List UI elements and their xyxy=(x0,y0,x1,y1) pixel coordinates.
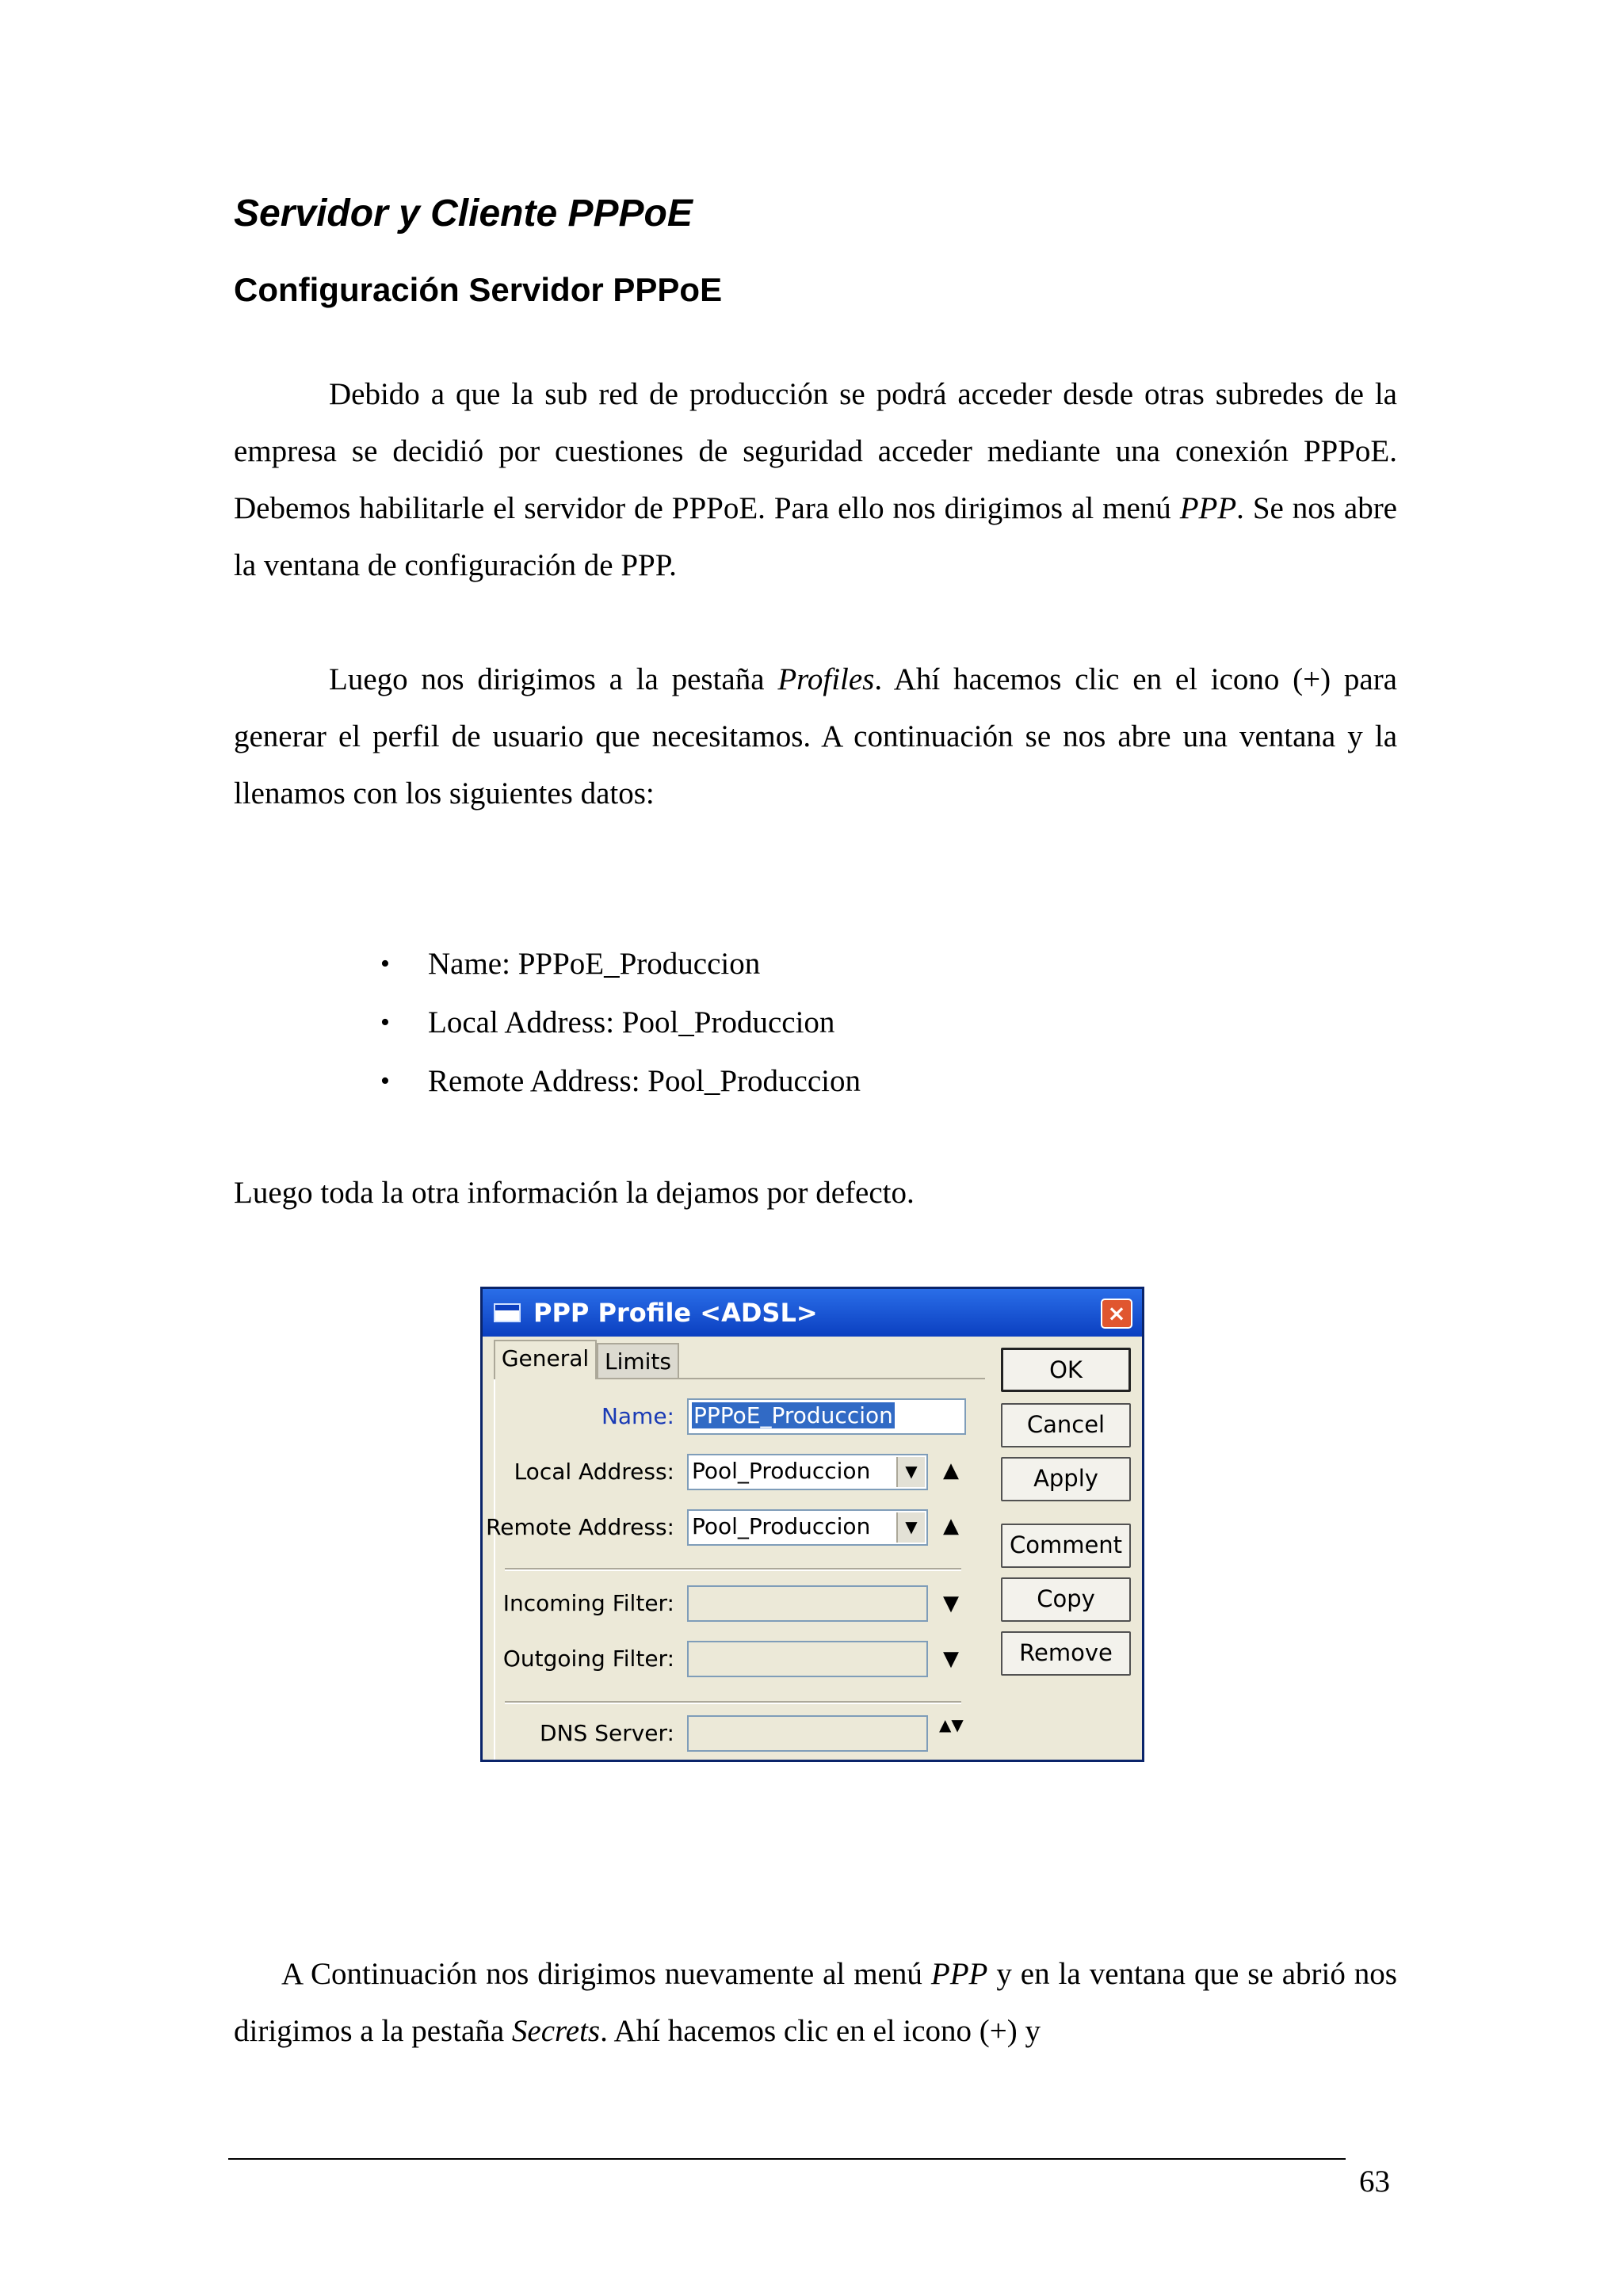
bullet-icon: • xyxy=(380,1066,390,1096)
paragraph-secrets-text-1: A Continuación nos dirigimos nuevamente al menú xyxy=(281,1957,931,1991)
bullet-item xyxy=(380,994,861,1052)
paragraph-intro-text-2: . Se nos abre la ventana de configuración de PPP. xyxy=(234,491,1397,582)
chevron-down-icon[interactable]: ▼ xyxy=(896,1457,925,1487)
add-field-down-arrow-icon[interactable]: ▼ xyxy=(943,1592,959,1615)
add-field-down-arrow-icon[interactable]: ▼ xyxy=(943,1647,959,1671)
local-address-value: Pool_Produccion xyxy=(692,1458,871,1484)
dialog-titlebar[interactable] xyxy=(483,1289,1142,1337)
separator xyxy=(505,1701,961,1704)
copy-button[interactable]: Copy xyxy=(1001,1577,1131,1622)
remote-address-value: Pool_Produccion xyxy=(692,1513,871,1539)
paragraph-secrets-italic-ppp: PPP xyxy=(930,1957,988,1991)
tab-general[interactable]: General xyxy=(494,1340,597,1379)
paragraph-defaults: Luego toda la otra información la dejamos por defecto. xyxy=(234,1176,915,1210)
name-input[interactable] xyxy=(687,1398,966,1435)
settings-bullet-list xyxy=(380,935,861,1111)
paragraph-intro-italic-ppp: PPP xyxy=(1179,491,1237,525)
bullet-item xyxy=(380,1052,861,1111)
paragraph-profiles-text-2: . Ahí hacemos clic en el icono (+) para generar el perfil de usuario que necesitamos. A continuación se nos abre una ventana y la llenamos con los siguientes datos: xyxy=(234,662,1397,810)
bullet-icon: • xyxy=(380,1008,390,1037)
bullet-icon: • xyxy=(380,949,390,978)
remote-address-select[interactable] xyxy=(687,1509,928,1546)
chevron-down-icon[interactable]: ▼ xyxy=(896,1512,925,1543)
paragraph-secrets-text-2: y en la ventana que se abrió nos dirigimos a la pestaña xyxy=(234,1957,1397,2048)
paragraph-secrets-text-3: . Ahí hacemos clic en el icono (+) y xyxy=(600,2014,1041,2048)
name-label: Name: xyxy=(601,1403,674,1429)
paragraph-profiles-italic: Profiles xyxy=(777,662,875,696)
footer-rule xyxy=(228,2158,1346,2160)
local-address-select[interactable] xyxy=(687,1454,928,1490)
bullet-item-text: Name: PPPoE_Produccion xyxy=(428,947,761,981)
bullet-item xyxy=(380,935,861,994)
comment-button[interactable]: Comment xyxy=(1001,1524,1131,1568)
tab-limits[interactable]: Limits xyxy=(597,1343,679,1378)
outgoing-filter-label: Outgoing Filter: xyxy=(502,1646,674,1672)
paragraph-secrets xyxy=(234,1946,1397,2060)
dns-server-label: DNS Server: xyxy=(540,1720,674,1746)
ok-button[interactable]: OK xyxy=(1001,1348,1131,1392)
paragraph-profiles-text-1: Luego nos dirigimos a la pestaña xyxy=(329,662,778,696)
paragraph-intro xyxy=(234,366,1397,594)
page-number: 63 xyxy=(1359,2164,1390,2199)
paragraph-secrets-italic-secrets: Secrets xyxy=(511,2014,601,2048)
incoming-filter-field[interactable] xyxy=(687,1585,928,1622)
dialog-title: PPP Profile <ADSL> xyxy=(533,1298,818,1328)
outgoing-filter-field[interactable] xyxy=(687,1641,928,1677)
bullet-item-text: Local Address: Pool_Produccion xyxy=(428,1005,835,1039)
remote-address-label: Remote Address: xyxy=(486,1514,674,1540)
updown-arrows-icon[interactable]: ▲▼ xyxy=(939,1715,964,1734)
name-input-value: PPPoE_Produccion xyxy=(693,1402,893,1428)
dns-server-field[interactable] xyxy=(687,1715,928,1752)
remove-button[interactable]: Remove xyxy=(1001,1631,1131,1676)
cancel-button[interactable]: Cancel xyxy=(1001,1403,1131,1447)
local-address-label: Local Address: xyxy=(514,1459,674,1485)
remove-field-up-arrow-icon[interactable]: ▲ xyxy=(943,1459,959,1482)
remove-field-up-arrow-icon[interactable]: ▲ xyxy=(943,1514,959,1538)
section-heading: Servidor y Cliente PPPoE xyxy=(234,193,693,235)
paragraph-profiles xyxy=(234,651,1397,822)
separator xyxy=(505,1568,961,1571)
apply-button[interactable]: Apply xyxy=(1001,1457,1131,1501)
window-icon xyxy=(494,1303,521,1322)
paragraph-intro-text-1: Debido a que la sub red de producción se podrá acceder desde otras subredes de la empresa se decidió por cuestiones de seguridad acceder mediante una conexión PPPoE. Debemos habilitarle el servidor de PPPoE. Para ello nos dirigimos al menú xyxy=(234,377,1397,525)
incoming-filter-label: Incoming Filter: xyxy=(502,1590,674,1616)
close-icon[interactable]: × xyxy=(1101,1299,1132,1329)
bullet-item-text: Remote Address: Pool_Produccion xyxy=(428,1064,861,1098)
subsection-heading: Configuración Servidor PPPoE xyxy=(234,271,723,308)
ppp-profile-dialog xyxy=(480,1287,1144,1762)
